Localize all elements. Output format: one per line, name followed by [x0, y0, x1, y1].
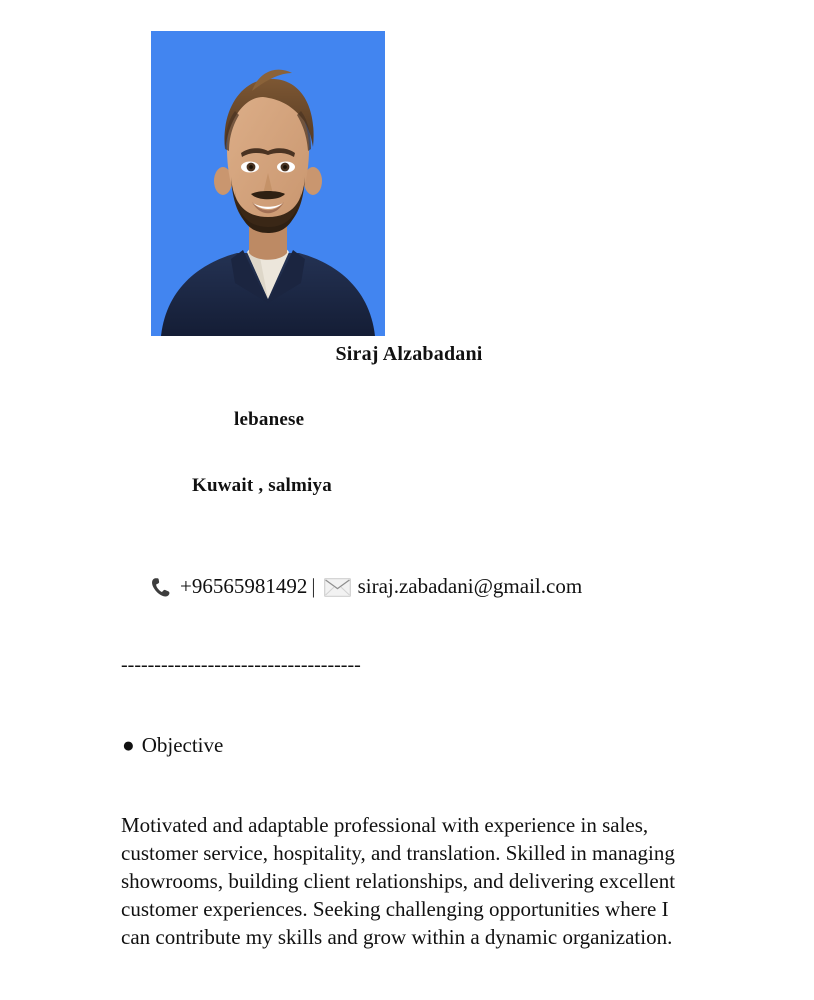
phone-icon	[150, 576, 176, 600]
candidate-name: Siraj Alzabadani	[335, 343, 483, 365]
portrait-illustration	[151, 31, 385, 336]
objective-heading-label: Objective	[141, 733, 224, 757]
phone-number: +96565981492	[180, 574, 308, 598]
objective-body: Motivated and adaptable professional with experience in sales, customer service, hospitality, and translation. Skilled in managing showrooms, building client relationships, and delivering excellent customer experiences. Seeking challenging opportunities where I can contribute my skills and grow within a dynamic organization.	[121, 813, 676, 949]
envelope-icon	[324, 578, 351, 597]
bullet-icon: ●	[122, 733, 135, 757]
contact-separator: |	[311, 574, 316, 598]
email-address: siraj.zabadani@gmail.com	[357, 574, 583, 598]
contact-line	[150, 574, 582, 599]
section-divider: ------------------------------------	[121, 654, 361, 676]
profile-photo	[151, 31, 385, 336]
candidate-location: Kuwait , salmiya	[192, 475, 332, 496]
candidate-nationality: lebanese	[234, 409, 305, 430]
objective-heading	[122, 733, 223, 758]
